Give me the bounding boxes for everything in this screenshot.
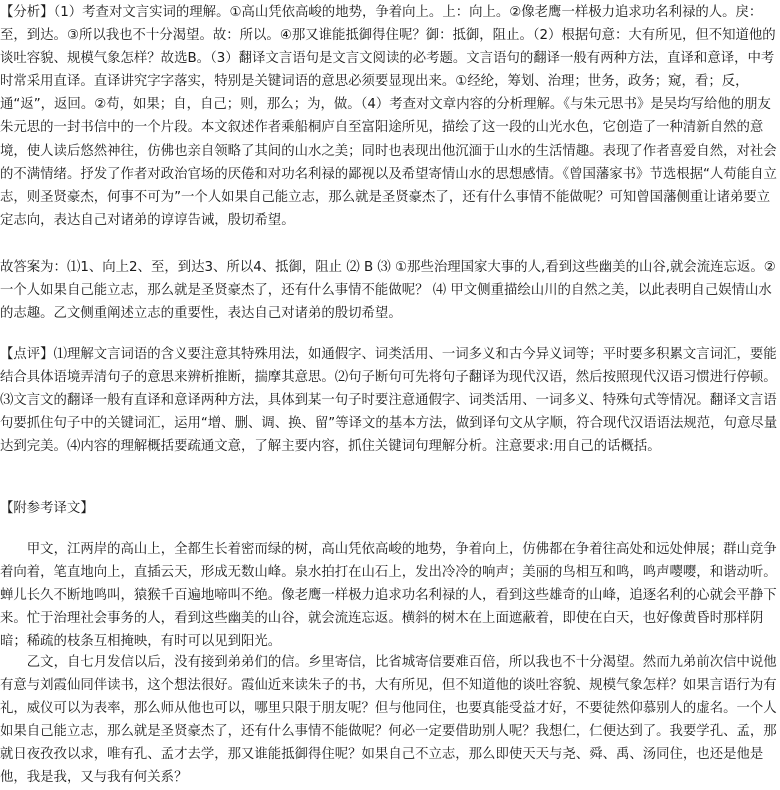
comment-text: ⑴理解文言词语的含义要注意其特殊用法，如通假字、词类活用、一词多义和古今异义词等；平时要多积累文言词汇，要能结合具体语境弄清句子的意思来辨析推断，揣摩其意思。⑵句子断句可先将句子翻译为现代汉语，然后按照现代汉语习惯进行停顿。⑶文言文的翻译一般有直译和意译两种方法，具体到某一句子时要注意通假字、词类活用、一词多义、特殊句式等情况。翻译文言语句要抓住句子中的关键词汇，运用“增、删、调、换、留”等译文的基本方法，做到译句文从字顺，符合现代汉语语法规范，句意尽量达到完美。⑷内容的理解概括要疏通文意，了解主要内容，抓住关键词句理解分析。注意要求:用自己的话概括。 <box>0 347 778 455</box>
answer-section <box>0 256 780 325</box>
translation-a: 甲文，江两岸的高山上，全都生长着密而绿的树，高山凭依高峻的地势，争着向上，仿佛都在争着往高处和远处伸展；群山竞争着向着，笔直地向上，直插云天，形成无数山峰。泉水拍打在山石上，发出冷冷的响声；美丽的鸟相互和鸣，鸣声嘤嘤，和谐动听。蝉儿长久不断地鸣叫，猿猴千百遍地啼叫不绝。像老鹰一样极力追求功名利禄的人，看到这些雄奇的山峰，追逐名利的心就会平静下来。忙于治理社会事务的人，看到这些幽美的山谷，就会流连忘返。横斜的树木在上面遮蔽着，即使在白天，也好像黄昏时那样阴暗；稀疏的枝条互相掩映，有时可以见到阳光。 <box>0 542 777 650</box>
analysis-tag: 【分析】 <box>0 5 54 20</box>
analysis-text: （1）考查对文言实词的理解。①高山凭依高峻的地势，争着向上。上：向上。②像老鹰一样极力追求功名利禄的人。戾：至，到达。③所以我也不十分渴望。故：所以。④那又谁能抵御得住呢？御：抵御，阻止。（2）根据句意：大有所见，但不知道他的谈吐容貌、规模气象怎样？故选B。（3）翻译文言语句是文言文阅读的必考题。文言语句的翻译一般有两种方法，直译和意译，中考时常采用直译。直译讲究字字落实，特别是关键词语的意思必须要显现出来。①经纶，筹划、治理；世务，政务；窥，看；反，通“返”，返回。②苟，如果；自，自己；则，那么；为，做。（4）考查对文章内容的分析理解。《与朱元思书》是吴均写给他的朋友朱元思的一封书信中的一个片段。本文叙述作者乘船桐庐自至富阳途所见，描绘了这一段的山光水色，它创造了一种清新自然的意境，使人读后悠然神往，仿佛也亲自领略了其间的山水之美；同时也表现出他沉湎于山水的生活情趣。表现了作者喜爱自然，对社会的不满情绪。抒发了作者对政治官场的厌倦和对功名利禄的鄙视以及希望寄情山水的思想感情。《曾国藩家书》节选根据“人苟能自立志，则圣贤豪杰，何事不可为”一个人如果自己能立志，那么就是圣贤豪杰了，还有什么事情不能做呢？可知曾国藩侧重让诸弟要立定志向，表达自己对诸弟的谆谆告诫，殷切希望。 <box>0 5 777 228</box>
answer-text: 故答案为：⑴1、向上2、至，到达3、所以4、抵御，阻止 ⑵ B ⑶ ①那些治理国家大事的人,看到这些幽美的山谷,就会流连忘返。②一个人如果自己能立志，那么就是圣贤豪杰了，还有什么事情不能做呢？ ⑷ 甲文侧重描绘山川的自然之美，以此表明自己娱情山水的志趣。乙文侧重阐述立志的重要性，表达自己对诸弟的殷切希望。 <box>0 260 776 322</box>
analysis-section <box>0 1 780 232</box>
comment-tag: 【点评】 <box>0 347 54 362</box>
reference-title: 【附参考译文】 <box>0 501 94 516</box>
comment-section <box>0 343 780 458</box>
translation-b: 乙文，自七月发信以后，没有接到弟弟们的信。乡里寄信，比省城寄信要难百倍，所以我也不十分渴望。然而九弟前次信中说他有意与刘霞仙同伴读书，这个想法很好。霞仙近来读朱子的书，大有所见，但不知道他的谈吐容貌、规模气象怎样？如果言语行为有礼，威仪可以为表率，那么师从他也可以，哪里只限于朋友呢？但与他同住，也要真能受益才好，不要徒然仰慕别人的虚名。一个人如果自己能立志，那么就是圣贤豪杰了，还有什么事情不能做呢？何必一定要借助别人呢？我想仁，仁便达到了。我要学孔、孟，那就日夜孜孜以求，唯有孔、孟才去学，那又谁能抵御得住呢？如果自己不立志，那么即使天天与尧、舜、禹、汤同住，也还是他是他，我是我，又与我有何关系？ <box>0 655 777 786</box>
